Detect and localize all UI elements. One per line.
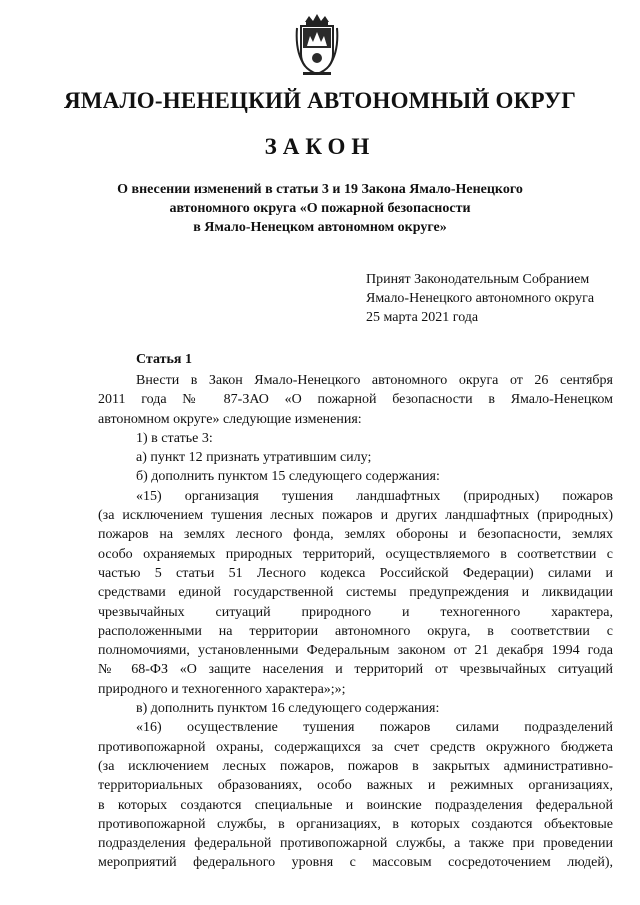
text-line: 1) в статье 3:: [136, 430, 213, 446]
text-line: территориальных образованиях, особо важных и режимных организациях,: [98, 778, 613, 794]
text-line: чрезвычайных ситуаций природного и техногенного характера,: [98, 604, 613, 620]
subject-line: О внесении изменений в статьи 3 и 19 Закона Ямало-Ненецкого: [117, 182, 523, 197]
text-line: (за исключением лесных пожаров, пожаров в закрытых административно-: [98, 758, 613, 774]
subject-line: в Ямало-Ненецком автономном округе»: [193, 220, 447, 235]
text-line: «15) организация тушения ландшафтных (природных) пожаров: [136, 488, 613, 504]
text-line: противопожарной охраны, содержащихся за счет средств окружного бюджета: [98, 739, 613, 755]
law-subject: [100, 180, 540, 237]
text-line: в которых создаются специальные и воинские подразделения федеральной: [98, 797, 613, 813]
text-line: (за исключением тушения лесных пожаров и других ландшафтных (природных): [98, 508, 613, 524]
adoption-line: Ямало-Ненецкого автономного округа: [366, 291, 595, 306]
text-line: № 68-ФЗ «О защите населения и территорий от чрезвычайных ситуаций: [98, 662, 613, 678]
adoption-info: [366, 270, 594, 327]
text-line: мероприятий федерального уровня с массовым сосредоточением людей),: [98, 855, 613, 871]
subject-line: автономного округа «О пожарной безопасности: [169, 201, 471, 216]
adoption-line: Принят Законодательным Собранием: [366, 272, 590, 287]
article-body: [98, 371, 613, 873]
text-line: полномочиями, установленными Федеральным законом от 21 декабря 1994 года: [98, 643, 613, 659]
text-line: 2011 года № 87-ЗАО «О пожарной безопасности в Ямало-Ненецком: [98, 392, 613, 408]
text-line: «16) осуществление тушения пожаров силами подразделений: [136, 720, 613, 736]
law-title: ЗАКОН: [264, 134, 376, 159]
adoption-date: 25 марта 2021 года: [366, 310, 479, 325]
region-name: ЯМАЛО-НЕНЕЦКИЙ АВТОНОМНЫЙ ОКРУГ: [63, 88, 577, 113]
text-line: особо охраняемых природных территорий, осуществляемого в соответствии с: [98, 546, 613, 562]
text-line: расположенными на территории автономного округа, в соответствии с: [98, 623, 613, 639]
text-line: противопожарной службы, в организациях, в которых создаются объектовые: [98, 816, 613, 832]
text-line: б) дополнить пунктом 15 следующего содержания:: [136, 469, 440, 485]
text-line: автономном округе» следующие изменения:: [98, 411, 362, 427]
text-line: Внести в Закон Ямало-Ненецкого автономного округа от 26 сентября: [136, 373, 613, 388]
text-line: подразделения федеральной противопожарной службы, а также при проведении: [98, 836, 613, 852]
text-line: пожаров на землях лесного фонда, землях обороны и безопасности, землях: [98, 527, 613, 543]
text-line: средствами единой государственной системы предупреждения и ликвидации: [98, 585, 613, 601]
coat-of-arms-icon: [295, 12, 339, 78]
text-line: в) дополнить пунктом 16 следующего содержания:: [136, 701, 440, 717]
text-line: а) пункт 12 признать утратившим силу;: [136, 450, 372, 466]
text-line: природного и техногенного характера»;»;: [98, 681, 346, 697]
text-line: частью 5 статьи 51 Лесного кодекса Российской Федерации) силами и: [98, 565, 613, 581]
article-heading: Статья 1: [136, 352, 192, 367]
